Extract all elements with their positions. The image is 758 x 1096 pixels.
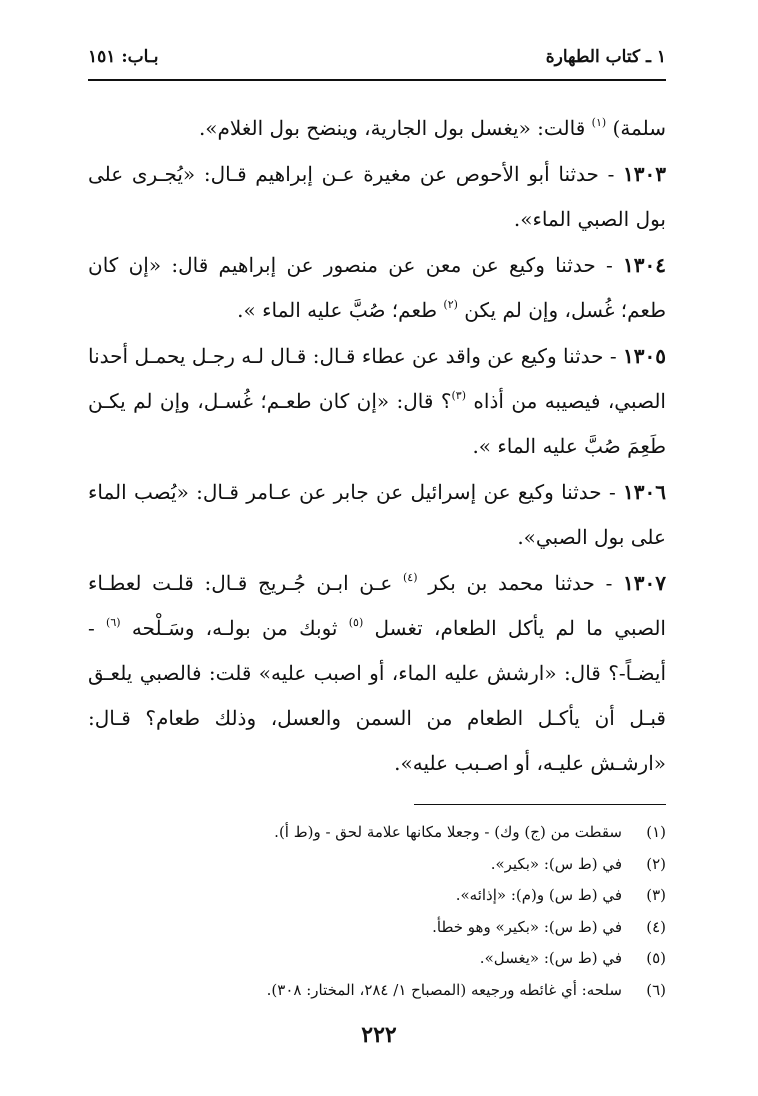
hadith-1307: ١٣٠٧ - حدثنا محمد بن بكر $^{(٤)}$ عـن ابـن جُـريج قـال: قلـت لعطـاء الصبي ما لم يأكل الطعام، تغسل $^{(٥)}$ ثوبك من بولـه، وسَـلْحه $^{(٦)}$ - أيضـاً-؟ قال: «ارشش عليه الماء، أو اصبب عليه» قلت: فالصبي يلعـق قبـل أن يأكـل الطعام من السمن والعسل، وذلك طعام؟ قـال: «ارشـش عليـه، أو اصـبب عليه». bbox=[88, 571, 666, 775]
footnote-number: (٥) bbox=[646, 949, 666, 967]
footnote-ref[interactable]: (٣) bbox=[451, 389, 467, 402]
hadith-number: ١٣٠٤ bbox=[623, 253, 666, 277]
chapter-label: بـاب: ١٥١ bbox=[88, 47, 159, 67]
hadith-number: ١٣٠٧ bbox=[623, 571, 666, 595]
hadith-1304: ١٣٠٤ - حدثنا وكيع عن معن عن منصور عن إبراهيم قال: «إن كان طعم؛ غُسل، وإن لم يكن $^{(٢)}$ طعم؛ صُبَّ عليه الماء ». bbox=[88, 253, 666, 322]
footnote-ref[interactable]: (٥) bbox=[348, 616, 364, 629]
main-text bbox=[88, 106, 666, 787]
book-title: ١ ـ كتاب الطهارة bbox=[545, 47, 666, 67]
footnote-item bbox=[88, 849, 666, 881]
footnote-number: (١) bbox=[646, 823, 666, 841]
footnote-number: (٤) bbox=[646, 917, 666, 936]
footnote-number: (٢) bbox=[646, 854, 666, 873]
footnote-ref[interactable]: (٦) bbox=[106, 616, 121, 629]
footnote-number: (٣) bbox=[646, 886, 666, 904]
hadith-number: ١٣٠٦ bbox=[623, 480, 666, 504]
paragraph-continuation: سلمة) $^{(١)}$ قالت: «يغسل بول الجارية، وينضح بول الغلام». bbox=[198, 116, 666, 140]
footnote-ref[interactable]: (٢) bbox=[443, 298, 458, 311]
running-header bbox=[88, 44, 666, 70]
page-number: ٢٢٢ bbox=[361, 1022, 397, 1048]
footnote-divider bbox=[414, 804, 666, 805]
header-divider bbox=[88, 79, 666, 81]
footnote-text: في (ط س) و(م): «إذائه». bbox=[455, 886, 622, 904]
hadith-1305: ١٣٠٥ - حدثنا وكيع عن واقد عن عطاء قـال: قـال لـه رجـل يحمـل أحدنا الصبي، فيصيبه من أذاه $^{(٣)}$؟ قال: «إن كان طعـم؛ غُسـل، وإن لم يكـن طَعِمَ صُبَّ عليه الماء ». bbox=[88, 344, 666, 458]
footnote-text: في (ط س): «بكير» وهو خطأ. bbox=[432, 917, 622, 936]
hadith-number: ١٣٠٥ bbox=[623, 344, 666, 368]
footnote-item bbox=[88, 943, 666, 975]
footnote-text: سقطت من (ج) وك) - وجعلا مكانها علامة لحق - و(ط أ). bbox=[274, 823, 622, 841]
hadith-number: ١٣٠٣ bbox=[623, 162, 666, 186]
hadith-1303: ١٣٠٣ - حدثنا أبو الأحوص عن مغيرة عـن إبراهيم قـال: «يُجـرى على بول الصبي الماء». bbox=[88, 162, 666, 231]
footnote-ref[interactable]: (١) bbox=[591, 116, 607, 129]
footnote-item bbox=[88, 975, 666, 1007]
footnotes bbox=[88, 817, 666, 1006]
footnote-number: (٦) bbox=[646, 980, 666, 999]
footnote-item bbox=[88, 880, 666, 912]
footnote-item bbox=[88, 817, 666, 849]
footnote-ref[interactable]: (٤) bbox=[403, 571, 418, 584]
footnote-item bbox=[88, 912, 666, 944]
footnote-text: في (ط س): «بكير». bbox=[490, 854, 622, 873]
footnote-text: في (ط س): «يغسل». bbox=[479, 949, 622, 967]
footnote-text: سلحه: أي غائطه ورجيعه (المصباح ١/ ٢٨٤، المختار: ٣٠٨). bbox=[266, 980, 622, 999]
hadith-1306: ١٣٠٦ - حدثنا وكيع عن إسرائيل عن جابر عن عـامر قـال: «يُصب الماء على بول الصبي». bbox=[88, 480, 666, 549]
